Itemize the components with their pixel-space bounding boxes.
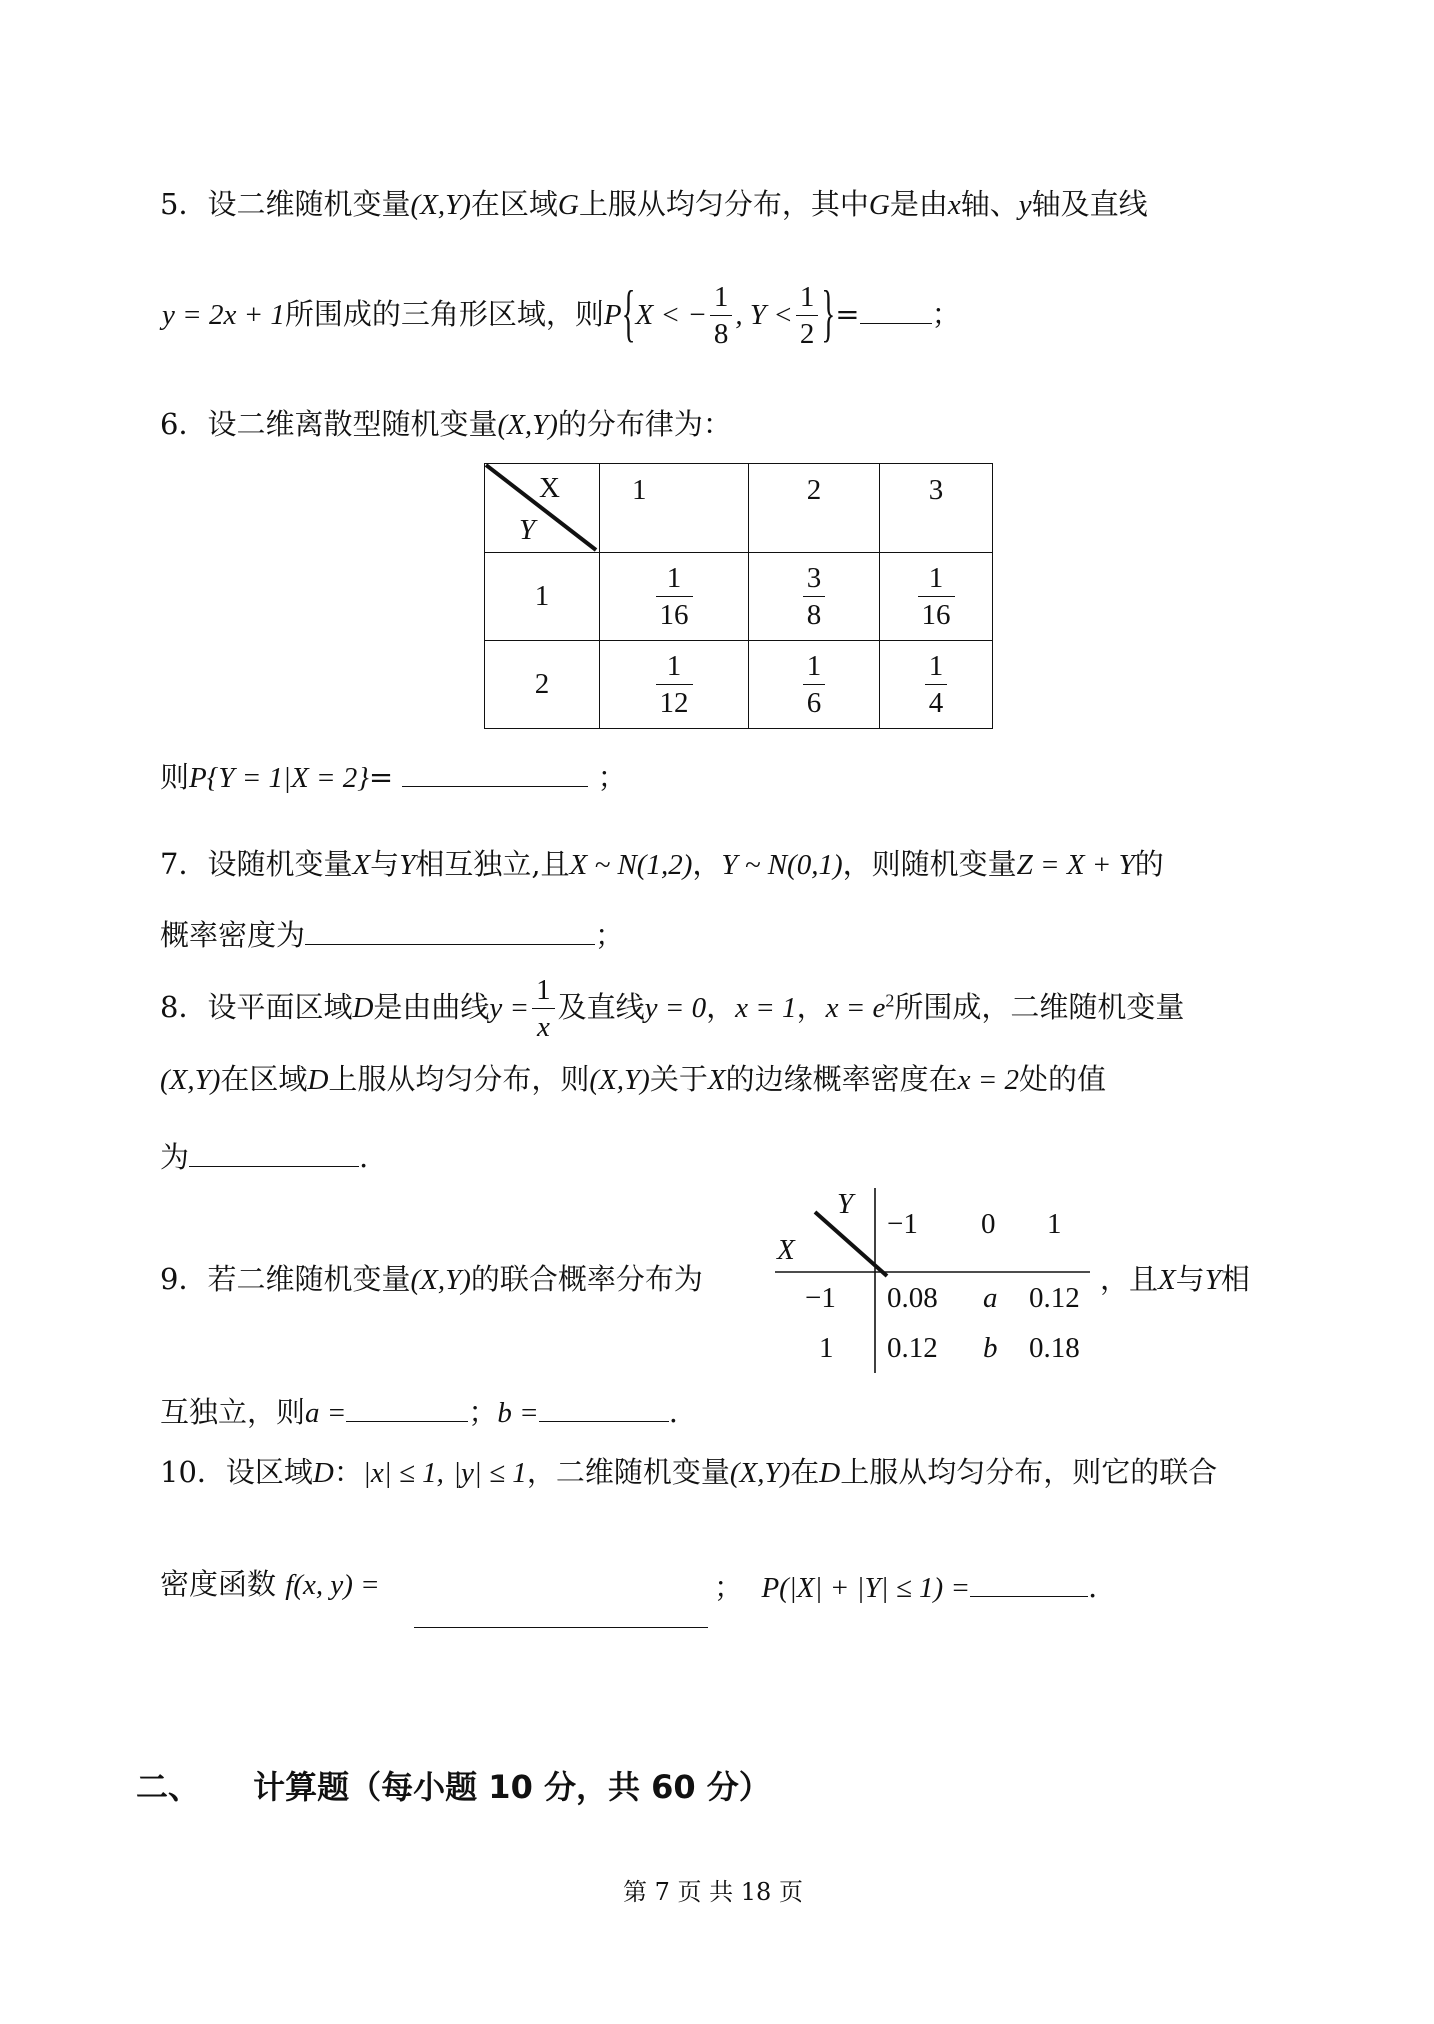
fraction <box>656 651 693 719</box>
q6-line1 <box>160 407 732 441</box>
math-cond1: |x| ≤ 1, <box>362 1457 444 1489</box>
q8-text: 8．设平面区域 <box>160 989 353 1024</box>
col-header <box>880 464 993 553</box>
q7-line2 <box>160 918 624 950</box>
page-number: 第 7 页 共 18 页 <box>623 1878 803 1906</box>
math-d: D <box>307 1064 329 1096</box>
q8-line1 <box>160 975 1184 1043</box>
q10-line2 <box>160 1567 380 1601</box>
q8-end: . <box>359 1140 369 1174</box>
col-header-label: 1 <box>1047 1208 1062 1240</box>
equals: = <box>368 760 394 794</box>
q7-text: ，则随机变量 <box>842 847 1017 881</box>
math-cond-prob: P{Y = 1|X = 2} <box>189 762 369 794</box>
answer-blank[interactable] <box>414 1627 708 1628</box>
math-f: f(x, y) = <box>285 1569 380 1601</box>
answer-blank[interactable] <box>860 297 932 324</box>
denominator: 2 <box>799 318 815 351</box>
table-cell: 0.12 <box>1029 1282 1080 1314</box>
q5-text: 上服从均匀分布，其中 <box>578 187 869 221</box>
answer-blank[interactable] <box>189 1140 359 1167</box>
table-cell <box>600 641 749 729</box>
q5-text: 轴及直线 <box>1031 187 1148 221</box>
q10-line1 <box>160 1455 1218 1489</box>
q5-line1 <box>160 187 1148 221</box>
math-g: G <box>868 189 890 221</box>
math-x: x <box>947 189 961 221</box>
table-cell: a <box>983 1282 998 1314</box>
math-dist1: X ~ N(1,2) <box>569 849 693 881</box>
q6-end: ； <box>597 760 627 794</box>
math-line-eq: y = 2x + 1 <box>162 298 285 331</box>
row-header-label: 1 <box>534 580 550 612</box>
q8-text: 上服从均匀分布，则 <box>328 1062 590 1096</box>
q10-end: . <box>1088 1570 1098 1604</box>
q6-text: 6．设二维离散型随机变量 <box>160 407 498 441</box>
table-cell <box>749 641 880 729</box>
q10-line2-tail <box>714 1570 1097 1603</box>
q5-line2 <box>162 279 961 351</box>
q8-text: 及直线 <box>557 989 645 1024</box>
math-y-eq: y = <box>489 991 530 1024</box>
answer-blank[interactable] <box>346 1395 468 1422</box>
q8-text: ， <box>706 989 736 1024</box>
math-xy: (X,Y) <box>729 1457 791 1489</box>
q8-text: 为 <box>160 1140 190 1174</box>
q9-text: ； <box>468 1395 498 1429</box>
denominator: 8 <box>713 318 729 351</box>
math-d: D <box>312 1457 334 1489</box>
q8-text: 处的值 <box>1019 1062 1107 1096</box>
q7-end: ； <box>595 918 625 952</box>
col-header-label: 0 <box>981 1208 996 1240</box>
math-x: X <box>1158 1264 1176 1296</box>
section-number: 二、 <box>136 1768 201 1806</box>
answer-blank[interactable] <box>305 918 595 945</box>
fraction <box>803 563 826 631</box>
table-cell: 0.12 <box>887 1332 938 1364</box>
fraction <box>710 282 733 350</box>
table-cell: 0.08 <box>887 1282 938 1314</box>
q9-line2 <box>160 1395 678 1428</box>
row-header <box>485 553 600 641</box>
q9-text: 的联合概率分布为 <box>470 1262 703 1296</box>
q7-line1 <box>160 847 1164 881</box>
q5-end: ； <box>931 296 961 331</box>
q9-text: 9．若二维随机变量 <box>160 1262 411 1296</box>
col-header <box>749 464 880 553</box>
section-header <box>136 1762 771 1808</box>
q6-answer-line <box>160 760 627 793</box>
joint-distribution-table <box>775 1188 1095 1378</box>
numerator: 1 <box>918 563 955 597</box>
table-cell <box>880 641 993 729</box>
q5-text: 是由 <box>889 187 948 221</box>
math-cond: X < − <box>635 298 707 331</box>
math-x: X <box>352 849 371 881</box>
q9-line1 <box>160 1262 703 1296</box>
math-a: a = <box>305 1397 347 1429</box>
distribution-table <box>484 463 993 729</box>
row-header-label: −1 <box>805 1282 836 1314</box>
table-cell: b <box>983 1332 998 1364</box>
q9-text: 与 <box>1175 1262 1205 1296</box>
table-cell: 0.18 <box>1029 1332 1080 1364</box>
col-header-label: 1 <box>632 474 647 506</box>
math-x: X <box>707 1064 726 1096</box>
q8-line2 <box>160 1062 1107 1096</box>
denominator: 8 <box>806 599 822 631</box>
q5-text: 5．设二维随机变量 <box>160 187 411 221</box>
math-d: D <box>819 1457 841 1489</box>
q10-text: 上服从均匀分布，则它的联合 <box>840 1455 1218 1489</box>
math-xy: (X,Y) <box>410 1264 471 1296</box>
q8-text: 是由曲线 <box>373 989 490 1024</box>
q6-text: 则 <box>160 760 190 794</box>
math-dist2: Y ~ N(0,1) <box>721 849 843 881</box>
q9-text: ，且 <box>1100 1262 1159 1296</box>
q7-text: 相互独立,且 <box>415 847 570 881</box>
fraction <box>656 563 693 631</box>
table-cell <box>749 553 880 641</box>
q10-text: ，二维随机变量 <box>526 1455 730 1489</box>
fraction <box>918 563 955 631</box>
numerator: 3 <box>803 563 826 597</box>
answer-blank[interactable] <box>402 760 588 787</box>
table-corner <box>485 464 600 553</box>
denominator: 6 <box>806 687 822 719</box>
math-cond2: |y| ≤ 1 <box>453 1457 527 1489</box>
fraction <box>925 651 948 719</box>
q8-line3 <box>160 1140 368 1172</box>
numerator: 1 <box>656 563 693 597</box>
math-line1: y = 0 <box>644 991 707 1024</box>
q7-text: 概率密度为 <box>160 918 306 952</box>
math-g: G <box>557 189 579 221</box>
math-d: D <box>352 991 374 1024</box>
q9-text: 互独立，则 <box>160 1395 306 1429</box>
numerator: 1 <box>656 651 693 685</box>
answer-blank[interactable] <box>539 1395 669 1422</box>
math-y: Y <box>1204 1264 1221 1296</box>
section-title: 计算题（每小题 10 分，共 60 分） <box>253 1768 771 1806</box>
numerator: 1 <box>532 975 555 1009</box>
math-y: Y <box>399 849 416 881</box>
table-cell <box>880 553 993 641</box>
fraction <box>803 651 826 719</box>
row-header <box>485 641 600 729</box>
q8-text: 所围成，二维随机变量 <box>894 989 1185 1024</box>
q7-text: 与 <box>370 847 400 881</box>
numerator: 1 <box>710 282 733 316</box>
fraction <box>796 282 819 350</box>
numerator: 1 <box>925 651 948 685</box>
q7-text: 7．设随机变量 <box>160 847 353 881</box>
q8-text: 关于 <box>649 1062 708 1096</box>
q10-text: 在 <box>790 1455 820 1489</box>
math-xy: (X,Y) <box>497 409 558 441</box>
math-line3: x = e <box>825 991 886 1024</box>
q5-text: 在区域 <box>470 187 558 221</box>
q7-text: 的 <box>1134 847 1164 881</box>
math-y: y <box>1018 189 1032 221</box>
q9-end: . <box>668 1395 678 1429</box>
math-z: Z = X + Y <box>1016 849 1135 881</box>
math-xy: (X,Y) <box>410 189 471 221</box>
q6-text: 的分布律为： <box>557 407 732 441</box>
equals: = <box>835 296 860 331</box>
math-b: b = <box>497 1397 539 1429</box>
col-header-label: 3 <box>928 474 944 506</box>
denominator: 4 <box>928 687 944 719</box>
corner-y-label: Y <box>519 514 536 546</box>
corner-y-label: Y <box>837 1188 854 1220</box>
denominator: x <box>536 1011 550 1044</box>
math-p: P <box>603 298 622 331</box>
numerator: 1 <box>796 282 819 316</box>
q9-text: 相 <box>1220 1262 1250 1296</box>
col-header-label: −1 <box>887 1208 918 1240</box>
math-line2: x = 1 <box>735 991 797 1024</box>
fraction <box>532 975 555 1043</box>
q8-text: ， <box>796 989 826 1024</box>
q7-text: ， <box>692 847 722 881</box>
q10-text: 密度函数 <box>160 1567 277 1601</box>
numerator: 1 <box>803 651 826 685</box>
q10-text: 10．设区域 <box>160 1455 313 1489</box>
q10-text: ； <box>714 1570 744 1604</box>
answer-blank[interactable] <box>970 1570 1088 1597</box>
superscript: 2 <box>885 990 895 1011</box>
corner-x-label: X <box>539 472 560 504</box>
math-xy: (X,Y) <box>589 1064 650 1096</box>
col-header <box>600 464 749 553</box>
denominator: 16 <box>659 599 689 631</box>
page-footer <box>623 1872 803 1907</box>
math-cond: , Y < <box>735 298 793 331</box>
q8-text: 的边缘概率密度在 <box>725 1062 958 1096</box>
math-x-eq: x = 2 <box>957 1064 1020 1096</box>
q9-line1-tail <box>1100 1262 1250 1296</box>
left-brace: { <box>621 279 636 351</box>
table-cell <box>600 553 749 641</box>
math-prob: P(|X| + |Y| ≤ 1) = <box>761 1572 971 1604</box>
q8-text: 在区域 <box>220 1062 308 1096</box>
q10-text: ： <box>333 1455 363 1489</box>
math-xy: (X,Y) <box>160 1064 221 1096</box>
corner-x-label: X <box>777 1234 795 1266</box>
col-header-label: 2 <box>806 474 822 506</box>
row-header-label: 1 <box>819 1332 834 1364</box>
right-brace: } <box>821 279 836 351</box>
denominator: 12 <box>659 687 689 719</box>
row-header-label: 2 <box>534 668 550 700</box>
denominator: 16 <box>921 599 951 631</box>
q5-text: 轴、 <box>960 187 1019 221</box>
q5-text: 所围成的三角形区域，则 <box>284 296 604 331</box>
